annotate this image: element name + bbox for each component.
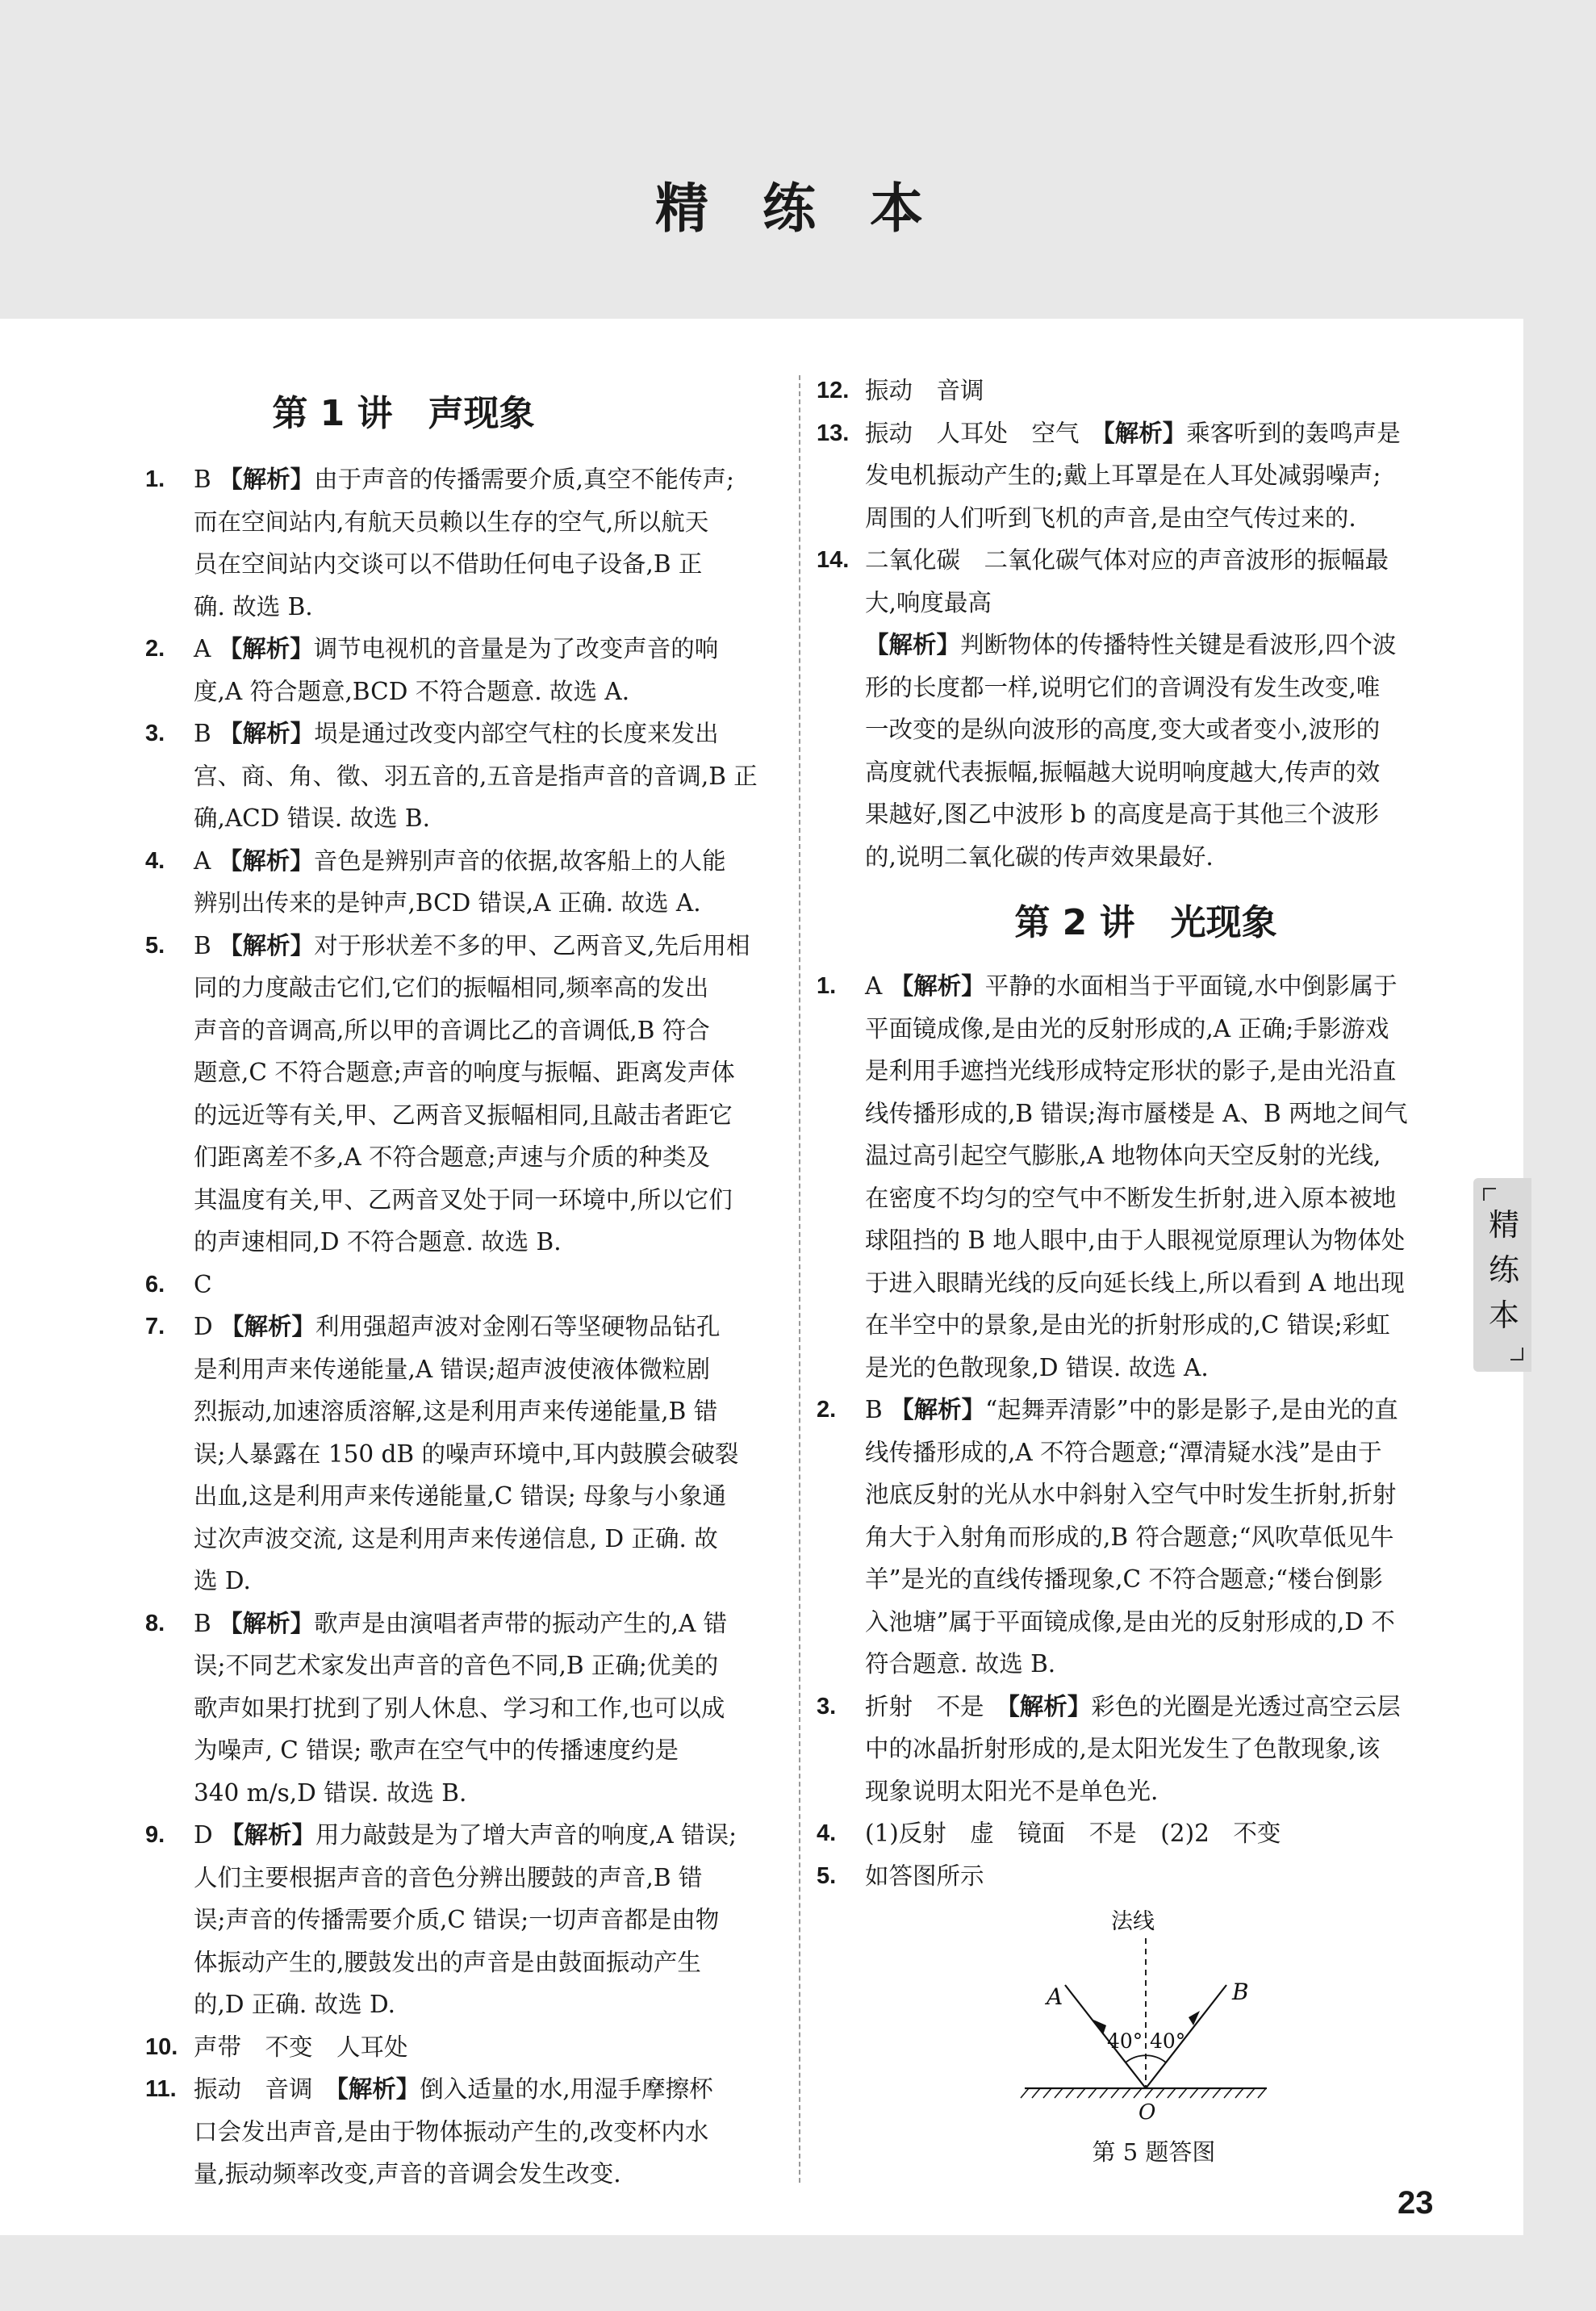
answer-number: 4. — [817, 1820, 837, 1846]
answer-item — [145, 840, 783, 925]
mirror-hatching — [1021, 2088, 1266, 2098]
answer-line: 线传播形成的,B 错误;海市蜃楼是 A、B 两地之间气 — [865, 1099, 1408, 1127]
answer-line: 符合题意. 故选 B. — [865, 1650, 1056, 1678]
answer-line: 的,D 正确. 故选 D. — [194, 1991, 396, 2018]
answer-line: 是利用声来传递能量,A 错误;超声波使液体微粒剧 — [194, 1355, 710, 1383]
figure-caption: 第 5 题答图 — [1092, 2138, 1216, 2166]
answer-line: 而在空间站内,有航天员赖以生存的空气,所以航天 — [194, 508, 709, 536]
analysis-marker: 【解析】 — [218, 635, 314, 662]
answer-line: 声带 不变 人耳处 — [194, 2033, 408, 2061]
answer-line: 烈振动,加速溶质溶解,这是利用声来传递能量,B 错 — [194, 1398, 718, 1425]
answer-number: 13. — [817, 420, 850, 446]
answer-line: 现象说明太阳光不是单色光. — [865, 1777, 1159, 1805]
answer-number: 7. — [145, 1314, 165, 1339]
answer-item — [817, 370, 1462, 412]
reflected-arrow — [1189, 2011, 1200, 2025]
answer-line: 出血,这是利用声来传递能量,C 错误; 母象与小象通 — [194, 1482, 727, 1510]
answer-line: 误;不同艺术家发出声音的音色不同,B 正确;优美的 — [194, 1652, 719, 1679]
answer-number: 10. — [145, 2033, 178, 2060]
normal-label: 法线 — [1111, 1909, 1155, 1934]
answer-line: 的远近等有关,甲、乙两音叉振幅相同,且敲击者距它 — [194, 1101, 733, 1129]
answer-line: C — [194, 1270, 212, 1298]
answer-line: 振动 音调 — [865, 377, 984, 404]
answer-line: 过次声波交流, 这是利用声来传递信息, D 正确. 故 — [194, 1524, 718, 1553]
answer-line: 辨别出传来的是钟声,BCD 错误,A 正确. 故选 A. — [194, 889, 701, 917]
answer-line: 们距离差不多,A 不符合题意;声速与介质的种类及 — [194, 1143, 710, 1171]
answer-line: 同的力度敲击它们,它们的振幅相同,频率高的发出 — [194, 974, 709, 1001]
answer-line: 口会发出声音,是由于物体振动产生的,改变杯内水 — [194, 2117, 709, 2146]
answer-line: D 【解析】利用强超声波对金刚石等坚硬物品钻孔 — [194, 1313, 721, 1340]
answer-number: 5. — [145, 932, 165, 959]
answer-line: 选 D. — [194, 1567, 251, 1594]
answer-item — [145, 713, 783, 840]
answer-item — [145, 1306, 783, 1603]
answer-line: 员在空间站内交谈可以不借助任何电子设备,B 正 — [194, 550, 703, 578]
answer-line: 340 m/s,D 错误. 故选 B. — [194, 1778, 467, 1807]
side-tab-bracket-top — [1483, 1188, 1496, 1201]
analysis-marker: 【解析】 — [336, 2075, 420, 2103]
answer-line: 误;声音的传播需要介质,C 错误;一切声音都是由物 — [194, 1906, 720, 1933]
answer-line: 在密度不均匀的空气中不断发生折射,进入原本被地 — [865, 1184, 1397, 1212]
analysis-marker: 【解析】 — [219, 720, 315, 747]
answer-number: 8. — [145, 1610, 165, 1636]
header-band — [0, 0, 1596, 319]
answer-number: 2. — [145, 636, 165, 662]
answer-line: 一改变的是纵向波形的高度,变大或者变小,波形的 — [865, 716, 1381, 743]
answer-line: B 【解析】由于声音的传播需要介质,真空不能传声; — [194, 466, 734, 493]
answer-number: 12. — [817, 378, 850, 403]
analysis-marker: 【解析】 — [889, 972, 985, 1000]
point-b-label: B — [1232, 1979, 1249, 2005]
answer-line: 折射 不是 【解析】彩色的光圈是光透过高空云层 — [865, 1692, 1401, 1720]
answer-line: 形的长度都一样,说明它们的音调没有发生改变,唯 — [865, 673, 1381, 701]
answer-item — [145, 1264, 783, 1306]
answer-number: 11. — [145, 2076, 177, 2102]
answer-line: 其温度有关,甲、乙两音叉处于同一环境中,所以它们 — [194, 1185, 733, 1214]
answer-item — [817, 1812, 1462, 1855]
answer-line: 宫、商、角、徵、羽五音的,五音是指声音的音调,B 正 — [194, 762, 758, 790]
angle-right-label: 40° — [1150, 2029, 1186, 2053]
answer-line: D 【解析】用力敲鼓是为了增大声音的响度,A 错误; — [194, 1821, 737, 1849]
answer-item — [817, 412, 1462, 540]
answer-number: 5. — [817, 1862, 837, 1889]
answer-item — [145, 2026, 783, 2069]
answer-number: 4. — [145, 847, 165, 874]
answer-item — [145, 925, 783, 1264]
answer-line: 是利用手遮挡光线形成特定形状的影子,是由光沿直 — [865, 1057, 1397, 1084]
answer-line: 池底反射的光从水中斜射入空气中时发生折射,折射 — [865, 1481, 1397, 1508]
answer-line: 的声速相同,D 不符合题意. 故选 B. — [194, 1228, 562, 1256]
analysis-marker: 【解析】 — [219, 466, 315, 493]
answer-line: 于进入眼睛光线的反向延长线上,所以看到 A 地出现 — [865, 1268, 1405, 1297]
answer-item — [145, 1603, 783, 1815]
analysis-marker: 【解析】 — [1103, 419, 1187, 447]
answer-line: B 【解析】“起舞弄清影”中的影是影子,是由光的直 — [865, 1396, 1398, 1423]
column-divider — [799, 375, 800, 2183]
answer-line: 周围的人们听到飞机的声音,是由空气传过来的. — [865, 504, 1356, 532]
analysis-marker: 【解析】 — [220, 1313, 316, 1340]
answer-line: 题意,C 不符合题意;声音的响度与振幅、距离发声体 — [194, 1059, 735, 1086]
answer-line: 振动 音调 【解析】倒入适量的水,用湿手摩擦杯 — [194, 2075, 713, 2103]
answer-line: 确,ACD 错误. 故选 B. — [194, 804, 430, 832]
side-tab-label: 精练本 — [1488, 1207, 1519, 1333]
analysis-marker: 【解析】 — [220, 1821, 316, 1849]
answer-line: 为噪声, C 错误; 歌声在空气中的传播速度约是 — [194, 1736, 679, 1764]
answer-line: 如答图所示 — [865, 1862, 984, 1890]
angle-left-label: 40° — [1107, 2029, 1143, 2053]
answer-line: 确. 故选 B. — [194, 592, 313, 621]
answer-line: (1)反射 虚 镜面 不是 (2)2 不变 — [865, 1820, 1281, 1847]
answer-item — [817, 1389, 1462, 1686]
answer-line: 的,说明二氧化碳的传声效果最好. — [865, 842, 1214, 871]
answer-line: B 【解析】对于形状差不多的甲、乙两音叉,先后用相 — [194, 931, 750, 959]
answer-line: 在半空中的景象,是由光的折射形成的,C 错误;彩虹 — [865, 1311, 1390, 1339]
answer-line: 线传播形成的,A 不符合题意;“潭清疑水浅”是由于 — [865, 1438, 1382, 1466]
analysis-marker: 【解析】 — [219, 931, 315, 959]
answer-line: 量,振动频率改变,声音的音调会发生改变. — [194, 2160, 621, 2188]
answer-item — [145, 2068, 783, 2196]
answer-number: 6. — [145, 1271, 165, 1298]
side-tab-bracket-bottom — [1510, 1348, 1523, 1360]
answer-line: 球阻挡的 B 地人眼中,由于人眼视觉原理认为物体处 — [865, 1227, 1406, 1254]
section-title-lecture-2: 第 2 讲 光现象 — [1014, 902, 1277, 943]
answer-item — [817, 1855, 1462, 1898]
answer-line: 温过高引起空气膨胀,A 地物体向天空反射的光线, — [865, 1142, 1381, 1169]
answer-line: A 【解析】音色是辨别声音的依据,故客船上的人能 — [194, 846, 726, 875]
answer-line: 入池塘”属于平面镜成像,是由光的反射形成的,D 不 — [865, 1607, 1395, 1636]
page-title: 精 练 本 — [655, 178, 941, 240]
incident-arrow — [1093, 2020, 1106, 2035]
answer-line: 是光的色散现象,D 错误. 故选 A. — [865, 1353, 1209, 1381]
answer-line: 平面镜成像,是由光的反射形成的,A 正确;手影游戏 — [865, 1014, 1389, 1043]
analysis-marker: 【解析】 — [890, 1396, 986, 1423]
answer-line: A 【解析】平静的水面相当于平面镜,水中倒影属于 — [865, 972, 1398, 1000]
answer-line: B 【解析】埙是通过改变内部空气柱的长度来发出 — [194, 720, 719, 747]
answer-item — [817, 965, 1462, 1389]
answer-number: 9. — [145, 1822, 165, 1848]
answer-line: 羊”是光的直线传播现象,C 不符合题意;“楼台倒影 — [865, 1565, 1383, 1593]
answer-line: 振动 人耳处 空气 【解析】乘客听到的轰鸣声是 — [865, 419, 1401, 447]
point-o-label: O — [1139, 2100, 1156, 2125]
answer-line: 误;人暴露在 150 dB 的噪声环境中,耳内鼓膜会破裂 — [194, 1440, 739, 1468]
answer-line: A 【解析】调节电视机的音量是为了改变声音的响 — [194, 635, 719, 662]
answer-item — [145, 458, 783, 628]
answer-number: 1. — [145, 466, 165, 492]
answer-item — [145, 1814, 783, 2026]
answer-line: 声音的音调高,所以甲的音调比乙的音调低,B 符合 — [194, 1016, 710, 1044]
answer-line: 人们主要根据声音的音色分辨出腰鼓的声音,B 错 — [194, 1863, 703, 1891]
analysis-marker: 【解析】 — [865, 631, 961, 658]
point-a-label: A — [1047, 1983, 1063, 2010]
answer-line: 度,A 符合题意,BCD 不符合题意. 故选 A. — [194, 677, 630, 705]
answer-item — [145, 628, 783, 713]
reflection-diagram — [1013, 1904, 1287, 2146]
page-number: 23 — [1398, 2185, 1434, 2221]
answer-number: 2. — [817, 1397, 837, 1423]
analysis-marker: 【解析】 — [219, 1609, 315, 1637]
answer-number: 3. — [817, 1693, 837, 1720]
section-title-lecture-1: 第 1 讲 声现象 — [272, 393, 535, 434]
answer-line: 大,响度最高 — [865, 588, 992, 616]
answer-number: 1. — [817, 973, 837, 999]
answer-line: 【解析】判断物体的传播特性关键是看波形,四个波 — [865, 631, 1397, 658]
analysis-marker: 【解析】 — [1008, 1692, 1092, 1720]
answer-number: 14. — [817, 547, 850, 573]
answer-number: 3. — [145, 721, 165, 746]
answer-line: 高度就代表振幅,振幅越大说明响度越大,传声的效 — [865, 758, 1381, 786]
answer-line: 角大于入射角而形成的,B 符合题意;“风吹草低见牛 — [865, 1523, 1394, 1551]
answer-line: 体振动产生的,腰鼓发出的声音是由鼓面振动产生 — [194, 1948, 701, 1976]
analysis-marker: 【解析】 — [218, 846, 314, 875]
answer-line: 二氧化碳 二氧化碳气体对应的声音波形的振幅最 — [865, 546, 1389, 574]
answer-line: B 【解析】歌声是由演唱者声带的振动产生的,A 错 — [194, 1609, 728, 1637]
answer-item — [817, 1686, 1462, 1813]
answer-line: 果越好,图乙中波形 b 的高度是高于其他三个波形 — [865, 800, 1380, 828]
answer-line: 发电机振动产生的;戴上耳罩是在人耳处减弱噪声; — [865, 462, 1381, 489]
answer-line: 歌声如果打扰到了别人休息、学习和工作,也可以成 — [194, 1694, 725, 1722]
answer-line: 中的冰晶折射形成的,是太阳光发生了色散现象,该 — [865, 1735, 1381, 1762]
answer-item — [817, 539, 1462, 878]
